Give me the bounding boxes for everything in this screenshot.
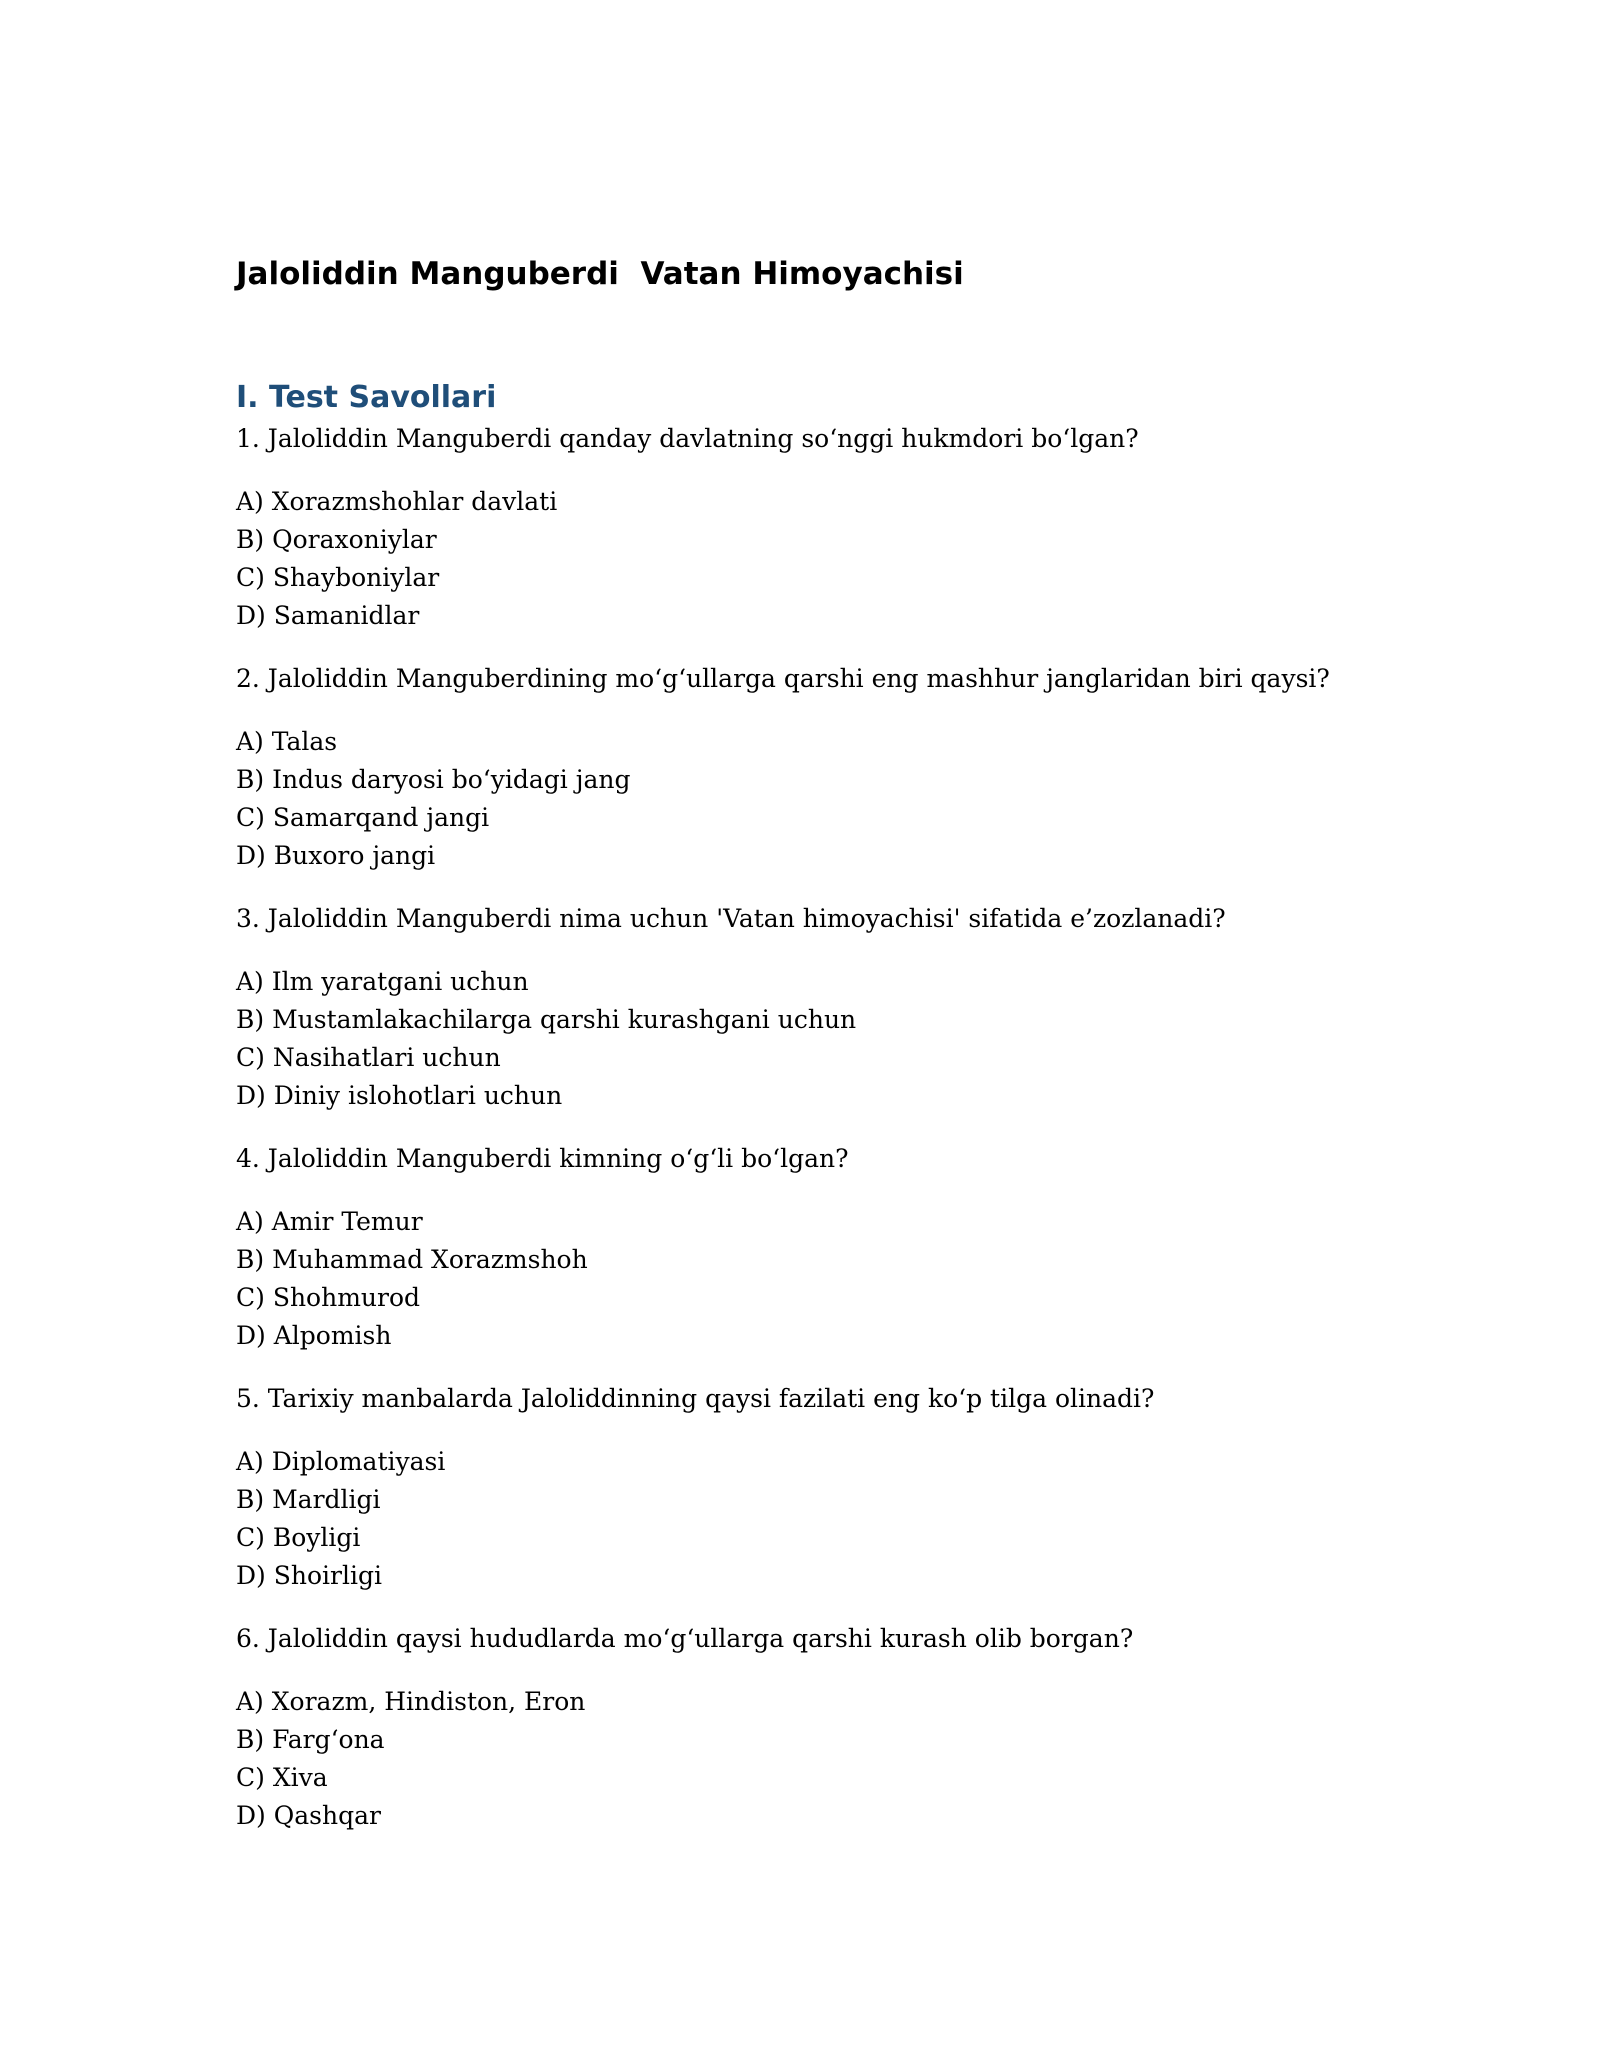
- question-text: 2. Jaloliddin Manguberdining mo‘g‘ullarga qarshi eng mashhur janglaridan biri qaysi?: [236, 664, 1330, 693]
- option-a: A) Diplomatiyasi: [236, 1447, 446, 1476]
- option-c: C) Shohmurod: [236, 1283, 421, 1312]
- option-b: B) Mustamlakachilarga qarshi kurashgani uchun: [236, 1005, 857, 1034]
- option-b: B) Indus daryosi bo‘yidagi jang: [236, 765, 631, 794]
- option-d: D) Shoirligi: [236, 1561, 382, 1590]
- question-text: 4. Jaloliddin Manguberdi kimning o‘g‘li bo‘lgan?: [236, 1144, 849, 1173]
- question-2: [236, 660, 1366, 875]
- option-c: C) Shayboniylar: [236, 563, 440, 592]
- question-text: 5. Tarixiy manbalarda Jaloliddinning qaysi fazilati eng ko‘p tilga olinadi?: [236, 1384, 1155, 1413]
- option-d: D) Qashqar: [236, 1801, 381, 1830]
- question-text: 3. Jaloliddin Manguberdi nima uchun 'Vatan himoyachisi' sifatida e’zozlanadi?: [236, 904, 1226, 933]
- option-d: D) Buxoro jangi: [236, 841, 436, 870]
- option-b: B) Mardligi: [236, 1485, 381, 1514]
- option-a: A) Talas: [236, 727, 338, 756]
- option-c: C) Samarqand jangi: [236, 803, 490, 832]
- option-b: B) Qoraxoniylar: [236, 525, 437, 554]
- option-c: C) Xiva: [236, 1763, 328, 1792]
- option-list: [236, 483, 1366, 635]
- question-text: 6. Jaloliddin qaysi hududlarda mo‘g‘ullarga qarshi kurash olib borgan?: [236, 1624, 1134, 1653]
- option-list: [236, 1443, 1366, 1595]
- option-c: C) Boyligi: [236, 1523, 361, 1552]
- option-a: A) Xorazmshohlar davlati: [236, 487, 558, 516]
- option-list: [236, 1683, 1366, 1835]
- option-list: [236, 963, 1366, 1115]
- question-6: [236, 1620, 1366, 1835]
- option-a: A) Amir Temur: [236, 1207, 423, 1236]
- option-d: D) Samanidlar: [236, 601, 420, 630]
- option-a: A) Xorazm, Hindiston, Eron: [236, 1687, 586, 1716]
- option-a: A) Ilm yaratgani uchun: [236, 967, 529, 996]
- question-text: 1. Jaloliddin Manguberdi qanday davlatning so‘nggi hukmdori bo‘lgan?: [236, 424, 1139, 453]
- option-list: [236, 723, 1366, 875]
- option-list: [236, 1203, 1366, 1355]
- option-d: D) Alpomish: [236, 1321, 392, 1350]
- document-title: Jaloliddin Manguberdi Vatan Himoyachisi: [236, 256, 964, 292]
- question-1: [236, 420, 1366, 635]
- option-b: B) Muhammad Xorazmshoh: [236, 1245, 588, 1274]
- question-list: [236, 420, 1366, 1835]
- section-heading: I. Test Savollari: [236, 380, 497, 415]
- question-5: [236, 1380, 1366, 1595]
- question-4: [236, 1140, 1366, 1355]
- option-c: C) Nasihatlari uchun: [236, 1043, 501, 1072]
- option-d: D) Diniy islohotlari uchun: [236, 1081, 563, 1110]
- question-3: [236, 900, 1366, 1115]
- option-b: B) Farg‘ona: [236, 1725, 385, 1754]
- document-body: [236, 254, 1366, 1860]
